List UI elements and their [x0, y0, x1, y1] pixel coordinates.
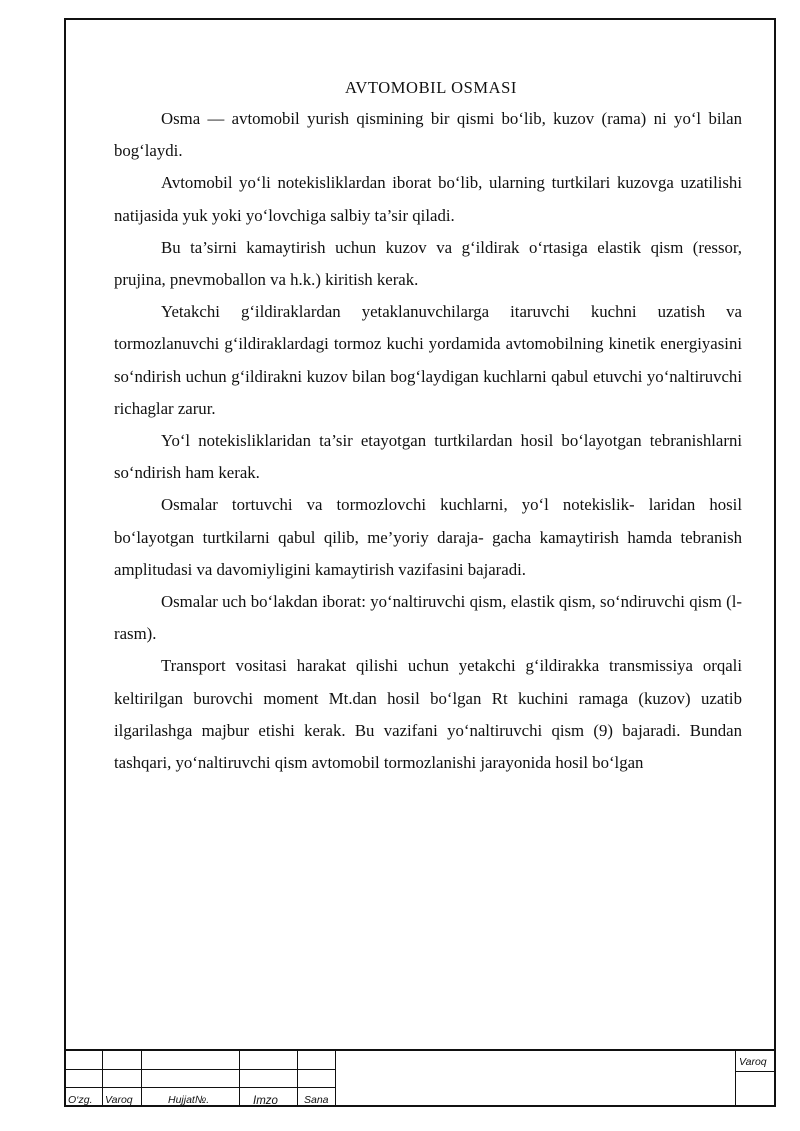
document-body: [114, 78, 742, 779]
paragraph: Transport vositasi harakat qilishi uchun yetakchi g‘ildirakka transmissiya orqali keltirilgan burovchi moment Mt.dan hosil bo‘lgan Rt kuchini ramaga (kuzov) uzatib ilgarilashga majbur etishi kerak. Bu vazifani yo‘naltiruvchi qism (9) bajaradi. Bundan tashqari, yo‘naltiruvchi qism avtomobil tormozlanishi jarayonida hosil bo‘lgan: [114, 656, 742, 773]
paragraph: Bu ta’sirni kamaytirish uchun kuzov va g‘ildirak o‘rtasiga elastik qism (ressor, prujina, pnevmoballon va h.k.) kiritish kerak.: [114, 237, 742, 290]
paragraph: Yo‘l notekisliklaridan ta’sir etayotgan turtkilardan hosil bo‘layotgan tebranishlarni so‘ndirish ham kerak.: [114, 431, 742, 483]
stamp-label-imzo: Imzo: [253, 1095, 278, 1107]
stamp-divider: [141, 1051, 142, 1107]
title-block: [64, 1049, 776, 1107]
stamp-label-sheet: Varoq: [739, 1056, 767, 1068]
stamp-row-line: [735, 1071, 774, 1072]
stamp-label-ozg: O‘zg.: [68, 1094, 93, 1106]
stamp-label-varoq: Varoq: [105, 1094, 133, 1106]
paragraph: Yetakchi g‘ildiraklardan yetaklanuvchilarga itaruvchi kuchni uzatish va tormozlanuvchi g‘ildiraklardagi tormoz kuchi yordamida avtomobilning kinetik energiyasini so‘ndirish uchun g‘ildirakni kuzov bilan bog‘laydigan kuchlarni qabul etuvchi yo‘naltiruvchi richaglar zarur.: [114, 302, 742, 418]
stamp-row-line: [64, 1087, 336, 1088]
stamp-label-sana: Sana: [304, 1094, 329, 1106]
stamp-row-line: [64, 1069, 336, 1070]
paragraph: Osma — avtomobil yurish qismining bir qismi bo‘lib, kuzov (rama) ni yo‘l bilan bog‘laydi.: [114, 109, 742, 161]
document-title: AVTOMOBIL OSMASI: [344, 78, 518, 97]
paragraph: Osmalar tortuvchi va tormozlovchi kuchlarni, yo‘l notekislik- laridan hosil bo‘layotgan turtkilarni qabul qilib, me’yoriy daraja- gacha kamaytirish hamda tebranish amplitudasi va davomiyligini kamaytirish vazifasini bajaradi.: [114, 495, 742, 579]
stamp-divider: [735, 1051, 736, 1107]
paragraph: Avtomobil yo‘li notekisliklardan iborat bo‘lib, ularning turtkilari kuzovga uzatilishi natijasida yuk yoki yo‘lovchiga salbiy ta’sir qiladi.: [114, 173, 742, 225]
stamp-divider: [335, 1051, 336, 1107]
stamp-divider: [239, 1051, 240, 1107]
stamp-divider: [102, 1051, 103, 1107]
stamp-label-hujjat: Hujjat№.: [168, 1094, 210, 1106]
stamp-divider: [297, 1051, 298, 1107]
paragraph: Osmalar uch bo‘lakdan iborat: yo‘naltiruvchi qism, elastik qism, so‘ndiruvchi qism (l-rasm).: [114, 592, 742, 644]
